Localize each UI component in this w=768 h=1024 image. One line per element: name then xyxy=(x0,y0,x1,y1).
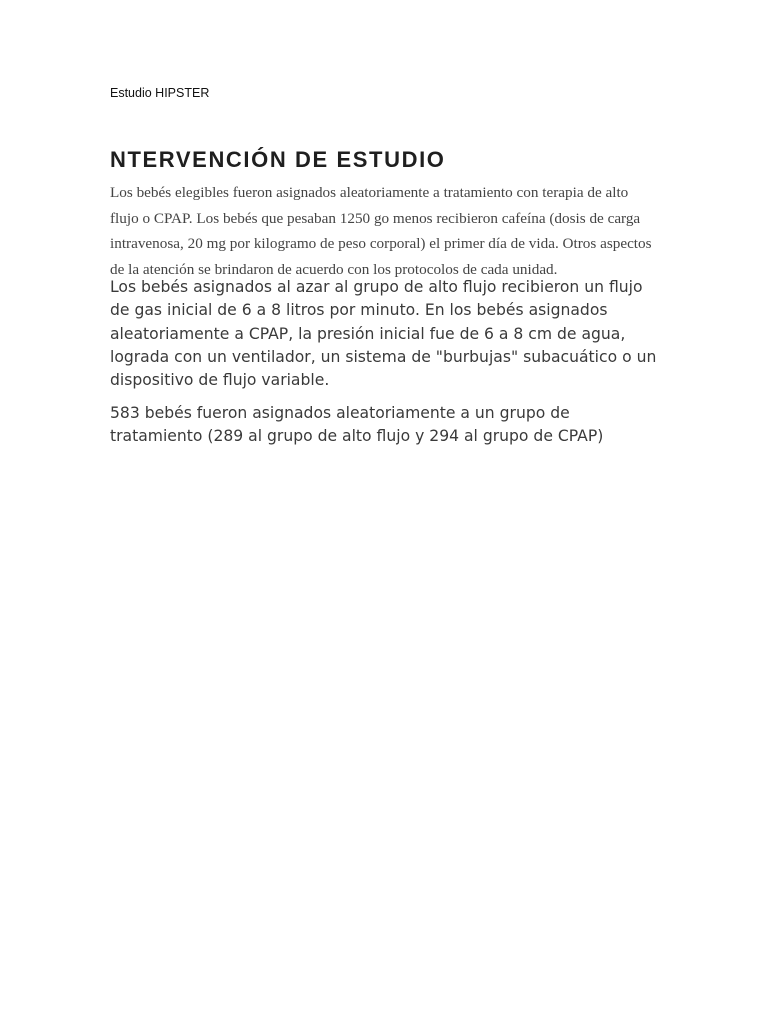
paragraph-eligibility: Los bebés elegibles fueron asignados aleatoriamente a tratamiento con terapia de alto flujo o CPAP. Los bebés que pesaban 1250 go menos recibieron cafeína (dosis de carga intravenosa, 20 mg por kilogramo de peso corporal) el primer día de vida. Otros aspectos de la atención se brindaron de acuerdo con los protocolos de cada unidad. xyxy=(110,184,652,278)
paragraph-randomization-counts: 583 bebés fueron asignados aleatoriamente a un grupo de tratamiento (289 al grupo de alto flujo y 294 al grupo de CPAP) xyxy=(110,404,604,446)
section-heading: NTERVENCIÓN DE ESTUDIO xyxy=(110,147,446,172)
paragraph-flow-settings: Los bebés asignados al azar al grupo de alto flujo recibieron un flujo de gas inicial de 6 a 8 litros por minuto. En los bebés asignados aleatoriamente a CPAP, la presión inicial fue de 6 a 8 cm de agua, lograda con un ventilador, un sistema de "burbujas" subacuático o un dispositivo de flujo variable. xyxy=(110,278,657,390)
document-header-note: Estudio HIPSTER xyxy=(110,86,210,100)
